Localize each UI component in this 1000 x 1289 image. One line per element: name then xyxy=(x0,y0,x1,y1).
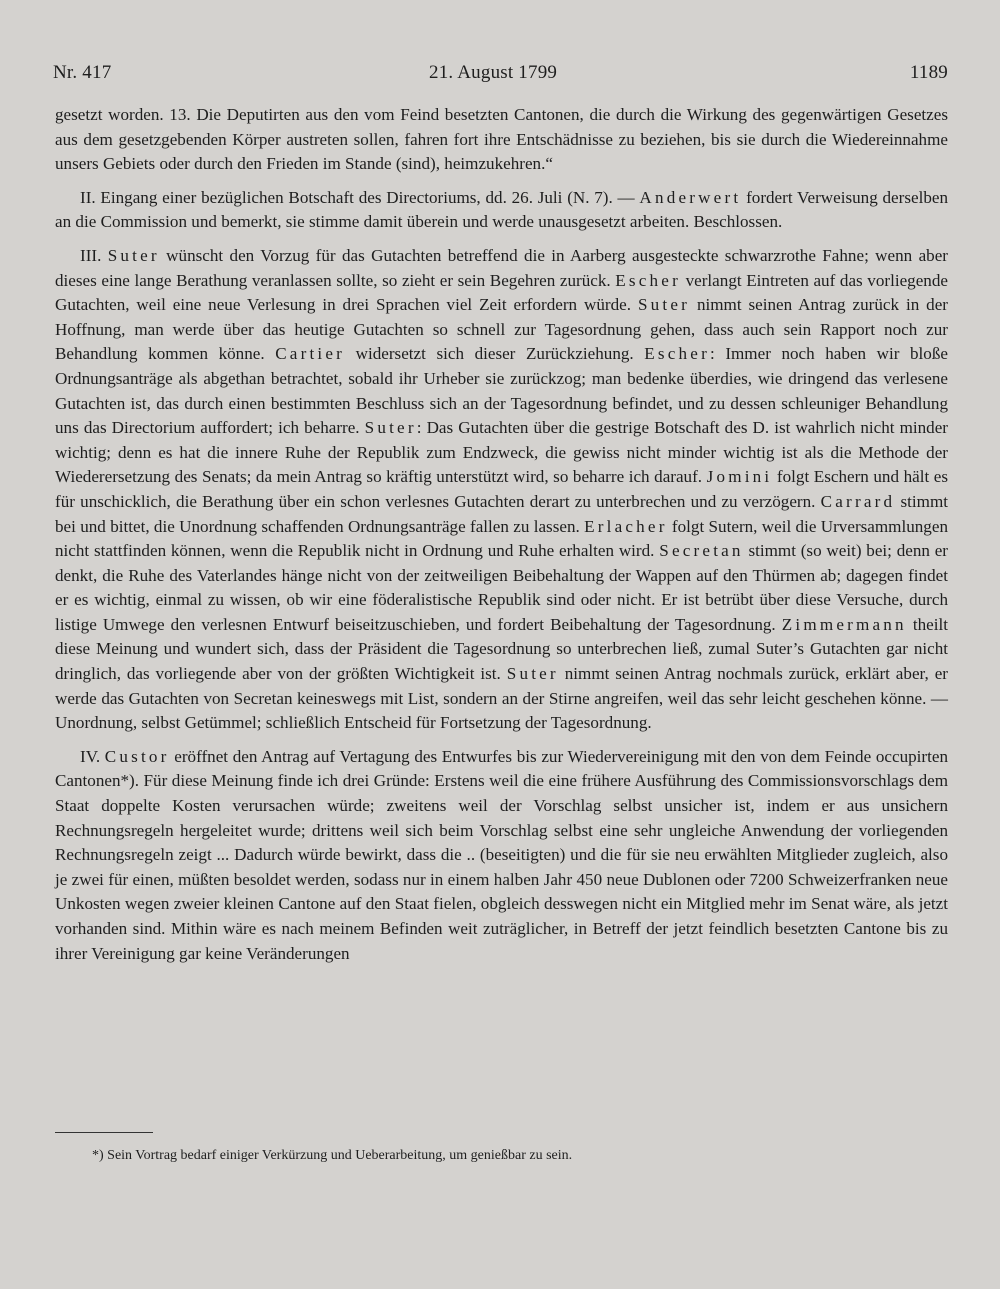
text-segment: nimmt seinen Antrag nochmals zurück, erklärt aber, er werde das Gutachten von Secretan keineswegs mit List, sondern an der Stirne angreifen, weil das sehr leicht geschehen könne. — Unordnung, selbst Getümmel; schließlich Entscheid für Fortsetzung der Tagesordnung. xyxy=(55,664,948,733)
speaker-name: Suter xyxy=(107,245,160,265)
text-segment: IV. xyxy=(80,746,105,766)
speaker-name: Cartier xyxy=(275,344,346,364)
speaker-name: Jomini xyxy=(706,467,773,487)
text-segment: folgt Eschern und hält es für unschicklich, die Berathung über ein schon verlesnes Gutachten derart zu unterbrechen und zu verzögern. xyxy=(55,467,948,511)
footnote-rule xyxy=(55,1132,153,1133)
text-segment: gesetzt worden. 13. Die Deputirten aus den vom Feind besetzten Cantonen, die durch die Wirkung des gegenwärtigen Gesetzes aus dem gesetzgebenden Körper austreten sollen, fahren fort ihre Entschädnisse zu beziehen, bis sie durch die Wiedereinnahme unsers Gebiets oder durch den Frieden im Stande (sind), heimzukehren.“ xyxy=(55,105,948,174)
speaker-name: Escher xyxy=(644,344,710,364)
speaker-name: Erlacher xyxy=(584,516,668,536)
running-head xyxy=(53,62,948,88)
body-text xyxy=(55,103,948,975)
text-segment: stimmt (so weit) bei; denn er denkt, die Ruhe des Vaterlandes hänge nicht von der zeitweiligen Beibehaltung der Wappen auf den Thürmen ab; dagegen findet er es wichtig, einmal zu wissen, ob wir eine föderalistische Republik sind oder nicht. Er ist betrübt über diese Versuche, durch listige Umwege den verlesnen Entwurf beiseitzuschieben, und fordert Beibehaltung der Tagesordnung. xyxy=(55,541,948,634)
paragraph-p-iii xyxy=(55,244,948,736)
paragraph-p0 xyxy=(55,103,948,177)
speaker-name: Anderwert xyxy=(639,187,742,207)
text-segment: wünscht den Vorzug für das Gutachten betreffend die in Aarberg ausgesteckte schwarzrothe Fahne; wenn aber dieses eine lange Berathung veranlassen sollte, so zieht er sein Begehren zurück. xyxy=(55,245,948,290)
speaker-name: Custor xyxy=(104,746,170,766)
paragraph-p-ii xyxy=(55,186,948,235)
speaker-name: Zimmermann xyxy=(781,614,907,634)
text-segment: theilt diese Meinung und wundert sich, dass der Präsident die Tagesordnung so unterbrechen ließ, zumal Suter’s Gutachten gar nicht dringlich, das vorliegende aber von der größten Wichtigkeit ist. xyxy=(55,614,948,684)
text-segment: stimmt bei und bittet, die Unordnung schaffenden Ordnungsanträge fallen zu lassen. xyxy=(55,491,949,536)
speaker-name: Suter xyxy=(364,418,417,438)
text-segment: verlangt Eintreten auf das vorliegende Gutachten, weil eine neue Verlesung in drei Sprachen viel Zeit erfordern würde. xyxy=(55,270,948,315)
text-segment: II. Eingang einer bezüglichen Botschaft des Directoriums, dd. 26. Juli (N. 7). — xyxy=(80,187,640,207)
text-segment: folgt Sutern, weil die Urversammlungen nicht stattfinden können, wenn die Republik nicht in Ordnung und Ruhe erhalten wird. xyxy=(55,516,948,561)
document-date: 21. August 1799 xyxy=(429,62,558,83)
speaker-name: Suter xyxy=(637,295,691,315)
speaker-name: Carrard xyxy=(820,491,896,511)
paragraph-p-iv xyxy=(55,745,948,966)
text-segment: nimmt seinen Antrag zurück in der Hoffnung, man werde über das heutige Gutachten so schnell zur Tagesordnung gehen, dass auch sein Rapport noch zur Behandlung kommen könne. xyxy=(55,295,948,364)
footnote: *) Sein Vortrag bedarf einiger Verkürzung und Ueberarbeitung, um genießbar zu sein. xyxy=(92,1148,573,1163)
speaker-name: Secretan xyxy=(659,541,744,561)
page-number: 1189 xyxy=(909,62,948,83)
text-segment: : Immer noch haben wir bloße Ordnungsanträge als abgethan betrachtet, sobald ihr Urheber sie zurückzog; man bedenke überdies, wie dringend das verlesene Gutachten ist, das durch einen bestimmten Beschluss sich an der Tagesordnung befindet, und zu dessen schleuniger Behandlung uns das Directorium auffordert; ich beharre. xyxy=(55,344,948,438)
text-segment: eröffnet den Antrag auf Vertagung des Entwurfes bis zur Wiedervereinigung mit den von dem Feinde occupirten Cantonen*). Für diese Meinung finde ich drei Gründe: Erstens weil die eine frühere Ausführung des Commissionsvorschlags dem Staat doppelte Kosten verursachen würde; zweitens weil der Vorschlag selbst unsicher ist, indem er aus unsichern Rechnungsregeln hergeleitet wurde; drittens weil sich beim Vorschlag selbst eine sehr ungleiche Anwendung der vorliegenden Rechnungsregeln zeigt ... Dadurch würde bewirkt, dass die .. (beseitigten) und die für sie neu erwählten Mitglieder zugleich, also je zwei für einen, müßten besoldet werden, sodass nur in einem halben Jahr 450 neue Dublonen oder 7200 Schweizerfranken neue Unkosten wegen zweier kleinen Cantone auf den Staat fielen, obgleich desswegen nicht ein Mitglied mehr im Senat wäre, als jetzt vorhanden sind. Mithin wäre es nach meinem Befinden weit zuträglicher, in Betreff der jetzt feindlich besetzten Cantone bis zu ihrer Vereinigung gar keine Veränderungen xyxy=(55,746,948,963)
text-segment: III. xyxy=(80,245,108,265)
text-segment: fordert Verweisung derselben an die Commission und bemerkt, sie stimme damit überein und werde unausgesetzt arbeiten. Beschlossen. xyxy=(55,187,948,232)
speaker-name: Suter xyxy=(506,664,559,684)
document-number: Nr. 417 xyxy=(53,62,112,83)
text-segment: : Das Gutachten über die gestrige Botschaft des D. ist wahrlich nicht minder wichtig; denn es hat die innere Ruhe der Republik zum Endzweck, die gewiss nicht minder wichtig ist als die Methode der Wiederersetzung des Senats; da mein Antrag so kräftig unterstützt wird, so beharre ich darauf. xyxy=(55,418,948,487)
speaker-name: Escher xyxy=(615,270,681,290)
text-segment: widersetzt sich dieser Zurückziehung. xyxy=(345,344,645,364)
